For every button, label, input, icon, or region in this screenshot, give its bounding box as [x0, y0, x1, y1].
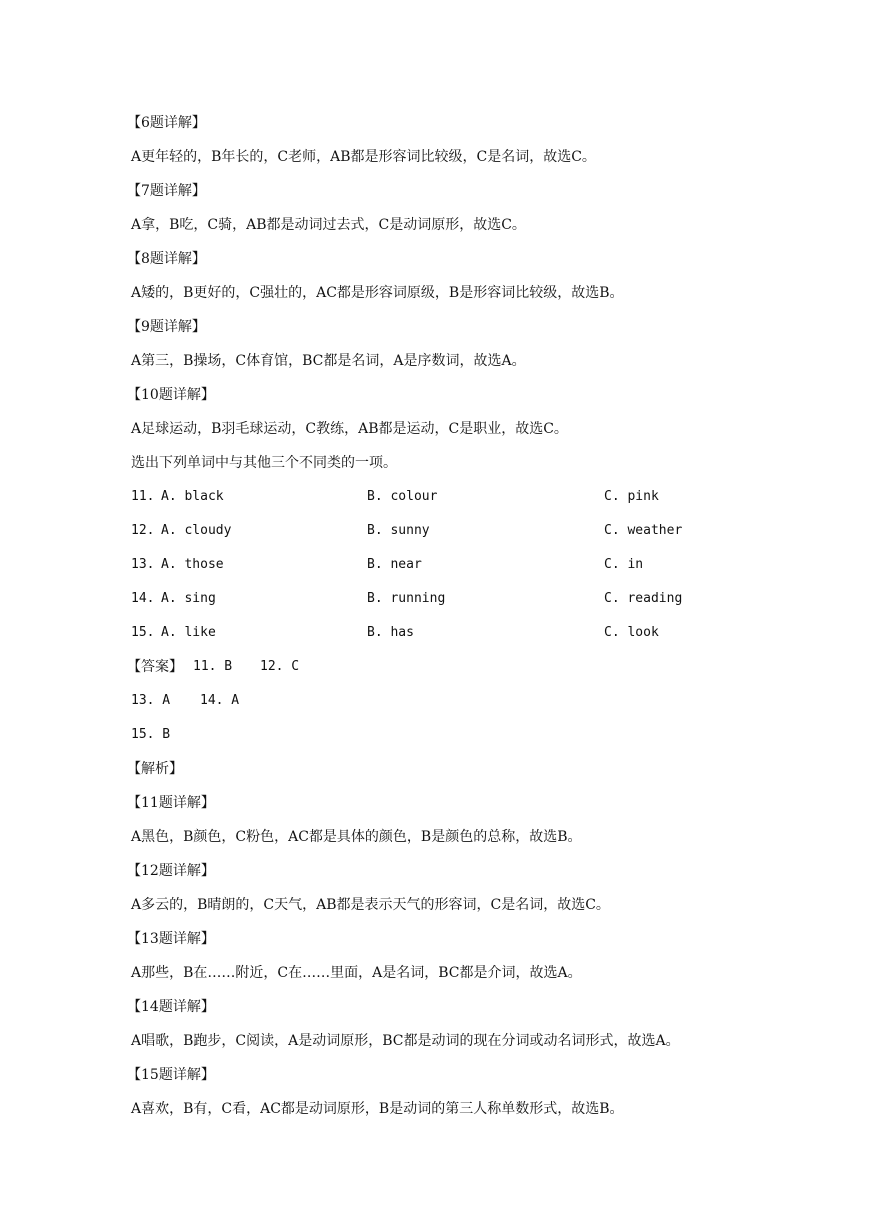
- section-heading-15: 【15题详解】: [127, 1067, 215, 1083]
- question-number: 14.: [131, 591, 155, 606]
- option-b: B. sunny: [367, 523, 430, 538]
- option-b: B. colour: [367, 489, 438, 504]
- option-c: C. weather: [604, 523, 683, 538]
- section-heading-12: 【12题详解】: [127, 863, 215, 879]
- option-b: B. near: [367, 557, 422, 572]
- question-number: 11.: [131, 489, 155, 504]
- option-c: C. in: [604, 557, 644, 572]
- question-row-15: [131, 622, 771, 656]
- question-row-13: [131, 554, 771, 588]
- analysis-label: 【解析】: [127, 761, 183, 777]
- section-text-13: A那些，B在……附近，C在……里面，A是名词，BC都是介词，故选A。: [131, 965, 582, 981]
- instruction-text: 选出下列单词中与其他三个不同类的一项。: [131, 455, 397, 471]
- option-a: A. black: [161, 489, 224, 504]
- answer-item: 15. B: [131, 727, 171, 742]
- section-heading-8: 【8题详解】: [127, 251, 206, 267]
- answer-item: 11. B: [193, 659, 233, 674]
- section-text-15: A喜欢，B有，C看，AC都是动词原形，B是动词的第三人称单数形式，故选B。: [131, 1101, 624, 1117]
- answer-row-1: [127, 656, 771, 690]
- answer-label: 【答案】: [127, 659, 183, 675]
- question-number: 15.: [131, 625, 155, 640]
- option-b: B. has: [367, 625, 414, 640]
- section-heading-11: 【11题详解】: [127, 795, 215, 811]
- document-content: [127, 112, 771, 1132]
- answer-item: 13. A: [131, 693, 171, 708]
- section-text-10: A足球运动，B羽毛球运动，C教练，AB都是运动，C是职业，故选C。: [131, 421, 568, 437]
- section-heading-14: 【14题详解】: [127, 999, 215, 1015]
- section-text-6: A更年轻的，B年长的，C老师，AB都是形容词比较级，C是名词，故选C。: [131, 149, 596, 165]
- section-heading-9: 【9题详解】: [127, 319, 206, 335]
- option-c: C. reading: [604, 591, 683, 606]
- option-c: C. look: [604, 625, 659, 640]
- answer-row-2: [131, 690, 771, 724]
- option-a: A. those: [161, 557, 224, 572]
- section-text-7: A拿，B吃，C骑，AB都是动词过去式，C是动词原形，故选C。: [131, 217, 526, 233]
- section-text-9: A第三，B操场，C体育馆，BC都是名词，A是序数词，故选A。: [131, 353, 526, 369]
- section-heading-7: 【7题详解】: [127, 183, 206, 199]
- question-row-14: [131, 588, 771, 622]
- section-text-14: A唱歌，B跑步，C阅读，A是动词原形，BC都是动词的现在分词或动名词形式，故选A。: [131, 1033, 680, 1049]
- option-b: B. running: [367, 591, 446, 606]
- answer-item: 14. A: [200, 693, 240, 708]
- option-a: A. like: [161, 625, 216, 640]
- answer-row-3: [131, 724, 771, 758]
- option-a: A. sing: [161, 591, 216, 606]
- answer-item: 12. C: [260, 659, 300, 674]
- section-heading-6: 【6题详解】: [127, 115, 206, 131]
- section-heading-10: 【10题详解】: [127, 387, 215, 403]
- section-text-8: A矮的，B更好的，C强壮的，AC都是形容词原级，B是形容词比较级，故选B。: [131, 285, 624, 301]
- question-number: 12.: [131, 523, 155, 538]
- option-a: A. cloudy: [161, 523, 232, 538]
- question-row-11: [131, 486, 771, 520]
- section-heading-13: 【13题详解】: [127, 931, 215, 947]
- section-text-11: A黑色，B颜色，C粉色，AC都是具体的颜色，B是颜色的总称，故选B。: [131, 829, 582, 845]
- question-number: 13.: [131, 557, 155, 572]
- section-text-12: A多云的，B晴朗的，C天气，AB都是表示天气的形容词，C是名词，故选C。: [131, 897, 610, 913]
- question-row-12: [131, 520, 771, 554]
- option-c: C. pink: [604, 489, 659, 504]
